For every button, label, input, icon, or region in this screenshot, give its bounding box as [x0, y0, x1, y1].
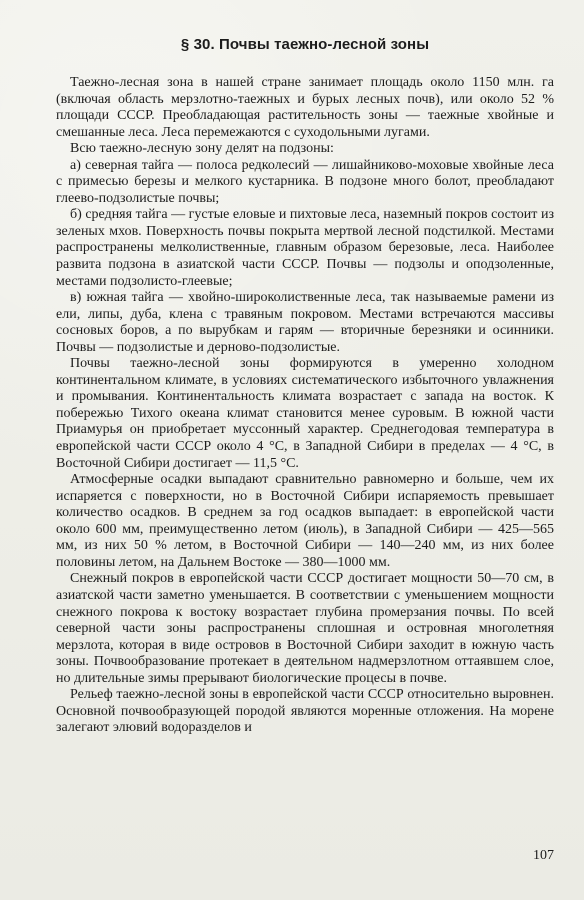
list-item-southern-taiga: в) южная тайга — хвойно-широколиственные леса, так называемые рамени из ели, липы, дуба, клена с травяным покровом. Местами встречаются массивы сосновых боров, а по вырубкам и гарям — вторичные березняки и осинники. Почвы — подзолистые и дерново-подзолистые.: [56, 290, 554, 355]
section-body: [56, 75, 554, 737]
list-item-northern-taiga: а) северная тайга — полоса редколесий — лишайниково-моховые хвойные леса с примесью березы и мелкого кустарника. В подзоне много болот, преобладают глеево-подзолистые почвы;: [56, 157, 554, 206]
paragraph-snow-cover: Снежный покров в европейской части СССР достигает мощности 50—70 см, в азиатской части заметно уменьшается. В соответствии с уменьшением мощности снежного покрова к востоку возрастает глубина промерзания почвы. По всей северной части зоны распространены сплошная и островная многолетняя мерзлота, которая в виде островов в Восточной Сибири заходит в южную часть зоны. Почвообразование протекает в деятельном надмерзлотном оттаявшем слое, но длительные зимы прерывают биологические процесы в почве.: [56, 571, 554, 686]
list-item-middle-taiga: б) средняя тайга — густые еловые и пихтовые леса, наземный покров состоит из зеленых мхов. Поверхность почвы покрыта мертвой лесной подстилкой. Местами распространены мелколиственные, главным образом березовые, леса. Наиболее развита подзона в азиатской части СССР. Почвы — подзолы и оподзоленные, местами подзолисто-глеевые;: [56, 207, 554, 289]
page-number: 107: [533, 848, 554, 863]
paragraph-climate: Почвы таежно-лесной зоны формируются в умеренно холодном континентальном климате, в условиях систематического избыточного увлажнения и промывания. Континентальность климата возрастает с запада на восток. К побережью Тихого океана климат становится менее суровым. В южной части Приамурья он приобретает муссонный характер. Среднегодовая температура в европейской части СССР около 4 °С, в Западной Сибири в пределах — 4 °С, в Восточной Сибири достигает — 11,5 °С.: [56, 356, 554, 471]
paragraph-subzones-intro: Всю таежно-лесную зону делят на подзоны:: [70, 141, 334, 157]
paragraph-zone-area: Таежно-лесная зона в нашей стране занимает площадь около 1150 млн. га (включая область мерзлотно-таежных и бурых лесных почв), или около 52 % площади СССР. Преобладающая растительность зоны — таежные хвойные и смешанные леса. Леса перемежаются с суходольными лугами.: [56, 75, 554, 140]
section-heading: § 30. Почвы таежно-лесной зоны: [180, 36, 430, 53]
paragraph-relief: Рельеф таежно-лесной зоны в европейской части СССР относительно выровнен. Основной почвообразующей породой являются моренные отложения. На морене залегают элювий водоразделов и: [56, 687, 554, 736]
paragraph-precipitation: Атмосферные осадки выпадают сравнительно равномерно и больше, чем их испаряется с поверхности, но в Восточной Сибири испаряемость превышает количество осадков. В среднем за год осадков выпадает: в европейской части около 600 мм, преимущественно летом (июль), в Западной Сибири — 425—565 мм, из них 50 % летом, в Восточной Сибири — 140—240 мм, из них более половины летом, на Дальнем Востоке — 380—1000 мм.: [56, 472, 554, 570]
